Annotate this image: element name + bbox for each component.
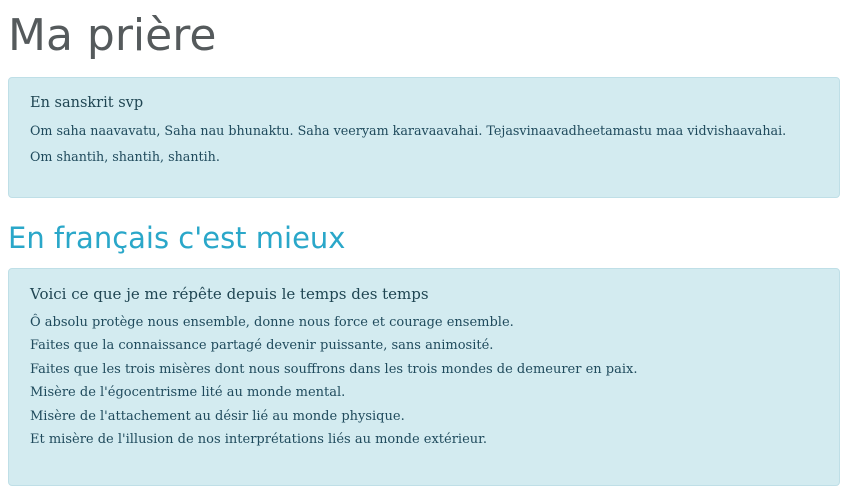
sanskrit-line: Om saha naavavatu, Saha nau bhunaktu. Saha veeryam karavaavahai. Tejasvinaavadheetamastu maa vidvishaavahai. [30,123,787,138]
sanskrit-panel [8,77,840,198]
french-section-title: En français c'est mieux [8,221,346,255]
sanskrit-text [30,118,819,170]
french-line: Et misère de l'illusion de nos interprétations liés au monde extérieur. [30,432,488,448]
french-line: Faites que la connaissance partagé devenir puissante, sans animosité. [30,338,494,354]
french-line: Misère de l'attachement au désir lié au monde physique. [30,408,405,424]
french-text [30,311,819,451]
french-heading: Voici ce que je me répête depuis le temps des temps [30,285,429,303]
page-title: Ma prière [8,10,217,61]
sanskrit-line: Om shantih, shantih, shantih. [30,149,220,164]
french-line: Faites que les trois misères dont nous souffrons dans les trois mondes de demeurer en paix. [30,361,638,377]
french-line: Ô absolu protège nous ensemble, donne nous force et courage ensemble. [30,315,514,330]
sanskrit-heading: En sanskrit svp [30,95,144,111]
french-line: Misère de l'égocentrisme lité au monde mental. [30,385,346,401]
french-panel [8,268,840,486]
